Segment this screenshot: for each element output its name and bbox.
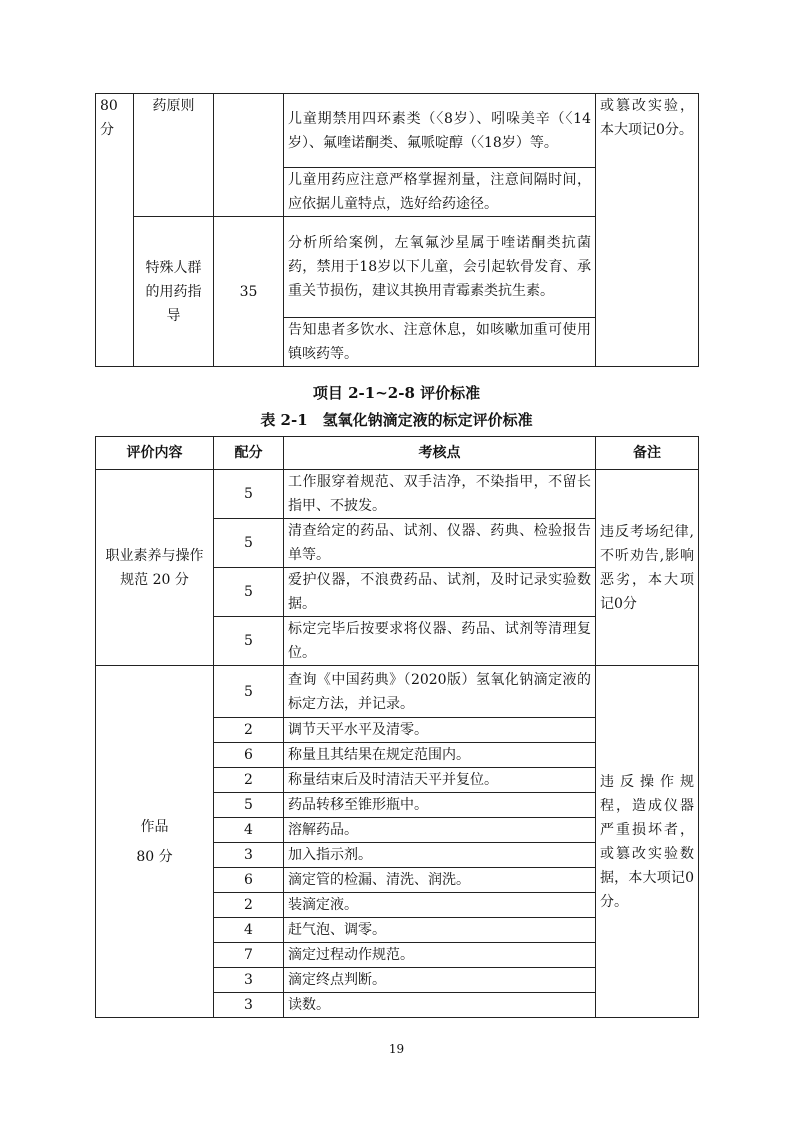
criteria-cell: 清查给定的药品、试剂、仪器、药典、检验报告单等。	[284, 519, 596, 568]
score-cell: 3	[214, 968, 284, 993]
group-label-text: 职业素养与操作规范 20 分	[105, 547, 204, 588]
score-cell: 4	[214, 818, 284, 843]
note-cell: 违反操作规程，造成仪器严重损坏者，或篡改实验数据，本大项记0分。	[596, 666, 699, 1018]
score-cell: 6	[214, 868, 284, 893]
criteria-cell: 工作服穿着规范、双手洁净，不染指甲，不留长指甲、不披发。	[284, 470, 596, 519]
criteria-cell: 查询《中国药典》（2020版）氢氧化钠滴定液的标定方法，并记录。	[284, 666, 596, 718]
criteria-cell: 标定完毕后按要求将仪器、药品、试剂等清理复位。	[284, 617, 596, 666]
group-work	[96, 666, 699, 1018]
section-heading: 项目 2-1~2-8 评价标准	[312, 384, 481, 402]
total-score-cell: 80分	[96, 94, 134, 367]
criteria-cell: 滴定终点判断。	[284, 968, 596, 993]
score-cell: 3	[214, 843, 284, 868]
criteria-cell: 调节天平水平及清零。	[284, 718, 596, 743]
group-professional	[96, 470, 699, 666]
header-note: 备注	[596, 437, 699, 470]
score-cell: 35	[214, 217, 284, 367]
table-row	[96, 470, 699, 519]
score-cell: 5	[214, 793, 284, 818]
criteria-cell: 儿童期禁用四环素类（〈8岁）、吲哚美辛（〈14岁）、氟喹诺酮类、氟哌啶醇（〈18岁）等。	[284, 94, 596, 168]
evaluation-table	[95, 436, 699, 1018]
header-content: 评价内容	[96, 437, 214, 470]
criteria-cell: 分析所给案例，左氧氟沙星属于喹诺酮类抗菌药，禁用于18岁以下儿童，会引起软骨发育、承重关节损伤，建议其换用青霉素类抗生素。	[284, 217, 596, 318]
criteria-cell: 装滴定液。	[284, 893, 596, 918]
group-label	[96, 470, 214, 666]
criteria-cell: 溶解药品。	[284, 818, 596, 843]
score-cell: 2	[214, 768, 284, 793]
note-cell: 或篡改实验，本大项记0分。	[596, 94, 699, 367]
group-label	[96, 666, 214, 1018]
score-cell: 5	[214, 666, 284, 718]
criteria-cell: 爱护仪器，不浪费药品、试剂，及时记录实验数据。	[284, 568, 596, 617]
score-cell: 7	[214, 943, 284, 968]
criteria-cell: 赶气泡、调零。	[284, 918, 596, 943]
criteria-cell: 药品转移至锥形瓶中。	[284, 793, 596, 818]
page-number: 19	[388, 1042, 405, 1056]
continued-table	[95, 93, 699, 367]
score-cell: 4	[214, 918, 284, 943]
score-cell: 5	[214, 470, 284, 519]
criteria-cell: 称量且其结果在规定范围内。	[284, 743, 596, 768]
score-cell: 3	[214, 993, 284, 1018]
criteria-cell: 读数。	[284, 993, 596, 1018]
criteria-cell: 告知患者多饮水、注意休息，如咳嗽加重可使用镇咳药等。	[284, 318, 596, 367]
table-row	[96, 666, 699, 718]
criteria-cell: 加入指示剂。	[284, 843, 596, 868]
criteria-cell: 滴定管的检漏、清洗、润洗。	[284, 868, 596, 893]
table-title: 表 2-1 氢氧化钠滴定液的标定评价标准	[260, 411, 533, 429]
group-label-line2: 80 分	[136, 848, 173, 865]
score-cell: 5	[214, 519, 284, 568]
score-cell: 5	[214, 568, 284, 617]
score-cell: 6	[214, 743, 284, 768]
section-label: 特殊人群的用药指导	[134, 217, 214, 367]
criteria-cell: 滴定过程动作规范。	[284, 943, 596, 968]
score-cell: 2	[214, 718, 284, 743]
header-score: 配分	[214, 437, 284, 470]
section-label: 药原则	[134, 94, 214, 217]
criteria-cell: 称量结束后及时清洁天平并复位。	[284, 768, 596, 793]
note-cell: 违反考场纪律,不听劝告,影响恶劣，本大项记0分	[596, 470, 699, 666]
score-cell	[214, 94, 284, 217]
score-cell: 2	[214, 893, 284, 918]
header-criteria: 考核点	[284, 437, 596, 470]
criteria-cell: 儿童用药应注意严格掌握剂量，注意间隔时间，应依据儿童特点，选好给药途径。	[284, 168, 596, 217]
score-cell: 5	[214, 617, 284, 666]
group-label-line1: 作品	[140, 818, 169, 835]
